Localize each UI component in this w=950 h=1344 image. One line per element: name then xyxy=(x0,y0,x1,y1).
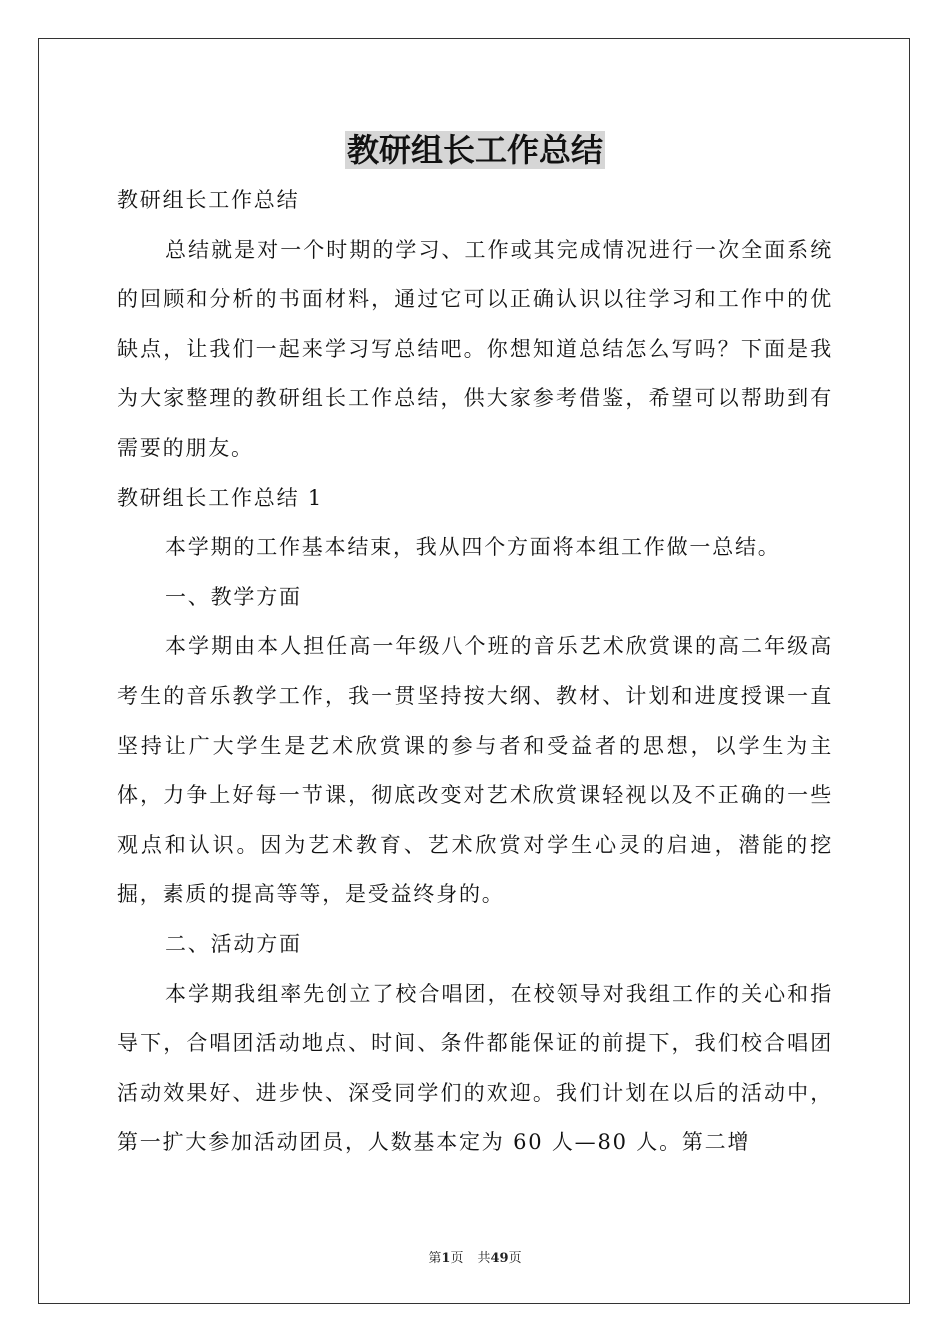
page-total: 49 xyxy=(490,1251,509,1266)
document-title-text: 教研组长工作总结 xyxy=(346,131,603,169)
section-heading-1: 教研组长工作总结 1 xyxy=(117,485,324,510)
total-prefix: 共 xyxy=(477,1251,491,1266)
page-prefix: 第 xyxy=(428,1251,442,1266)
paragraph-heading: 教研组长工作总结 xyxy=(117,188,300,212)
paragraph-intro: 总结就是对一个时期的学习、工作或其完成情况进行一次全面系统的回顾和分析的书面材料，通过它可以正确认识以往学习和工作中的优缺点，让我们一起来学习写总结吧。你想知道总结怎么写吗？下面是我为大家整理的教研组长工作总结，供大家参考借鉴，希望可以帮助到有需要的朋友。 xyxy=(117,237,833,460)
document-title xyxy=(0,126,950,174)
page-footer xyxy=(0,1247,950,1266)
page-current: 1 xyxy=(441,1251,451,1266)
paragraph-teaching: 本学期由本人担任高一年级八个班的音乐艺术欣赏课的高二年级高考生的音乐教学工作，我一贯坚持按大纲、教材、计划和进度授课一直坚持让广大学生是艺术欣赏课的参与者和受益者的思想，以学生为主体，力争上好每一节课，彻底改变对艺术欣赏课轻视以及不正确的一些观点和认识。因为艺术教育、艺术欣赏对学生心灵的启迪，潜能的挖掘，素质的提高等等，是受益终身的。 xyxy=(117,634,833,907)
document-body xyxy=(117,176,833,1168)
subheading-activities: 二、活动方面 xyxy=(165,931,302,956)
subheading-teaching: 一、教学方面 xyxy=(165,584,302,609)
paragraph-overview: 本学期的工作基本结束，我从四个方面将本组工作做一总结。 xyxy=(165,535,781,560)
total-suffix: 页 xyxy=(508,1251,522,1266)
page-suffix: 页 xyxy=(450,1251,464,1266)
paragraph-activities: 本学期我组率先创立了校合唱团，在校领导对我组工作的关心和指导下，合唱团活动地点、时间、条件都能保证的前提下，我们校合唱团活动效果好、进步快、深受同学们的欢迎。我们计划在以后的活动中，第一扩大参加活动团员，人数基本定为 60 人—80 人。第二增 xyxy=(117,981,833,1155)
